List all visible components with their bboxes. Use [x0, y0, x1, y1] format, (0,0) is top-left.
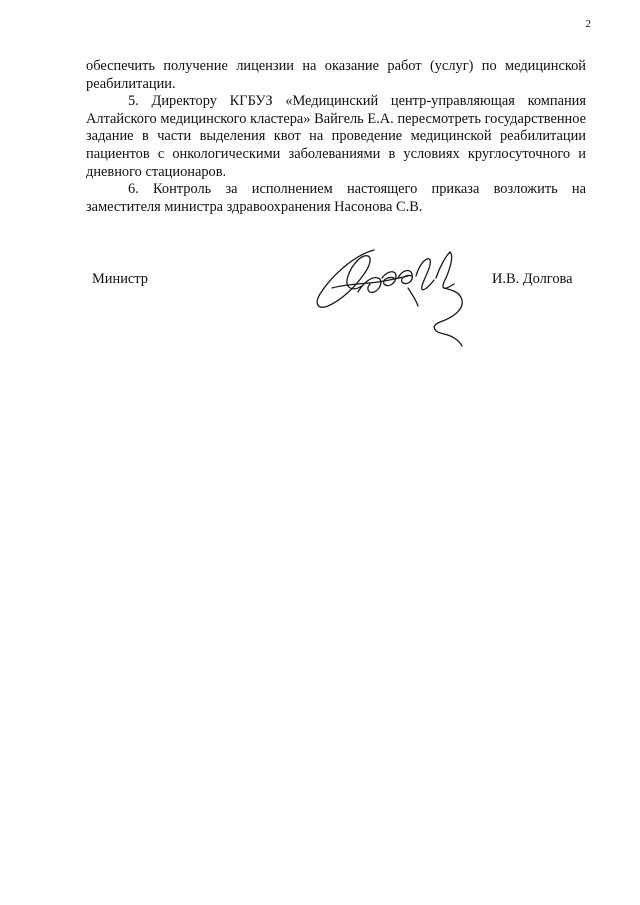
document-body [86, 58, 586, 216]
signature-block [86, 258, 586, 358]
paragraph-2: 5. Директору КГБУЗ «Медицинский центр-управляющая компания Алтайского медицинского кластера» Вайгель Е.А. пересмотреть государственное задание в части выделения квот на проведение медицинской реабилитации пациентов с онкологическими заболеваниями в условиях круглосуточного и дневного стационаров. [86, 93, 586, 180]
handwritten-signature-icon [312, 248, 492, 348]
signer-title: Министр [92, 271, 148, 287]
page-number: 2 [585, 18, 591, 30]
paragraph-1: обеспечить получение лицензии на оказание работ (услуг) по медицинской реабилитации. [86, 58, 586, 92]
signer-name: И.В. Долгова [492, 271, 573, 287]
paragraph-3: 6. Контроль за исполнением настоящего приказа возложить на заместителя министра здравоохранения Насонова С.В. [86, 181, 586, 215]
